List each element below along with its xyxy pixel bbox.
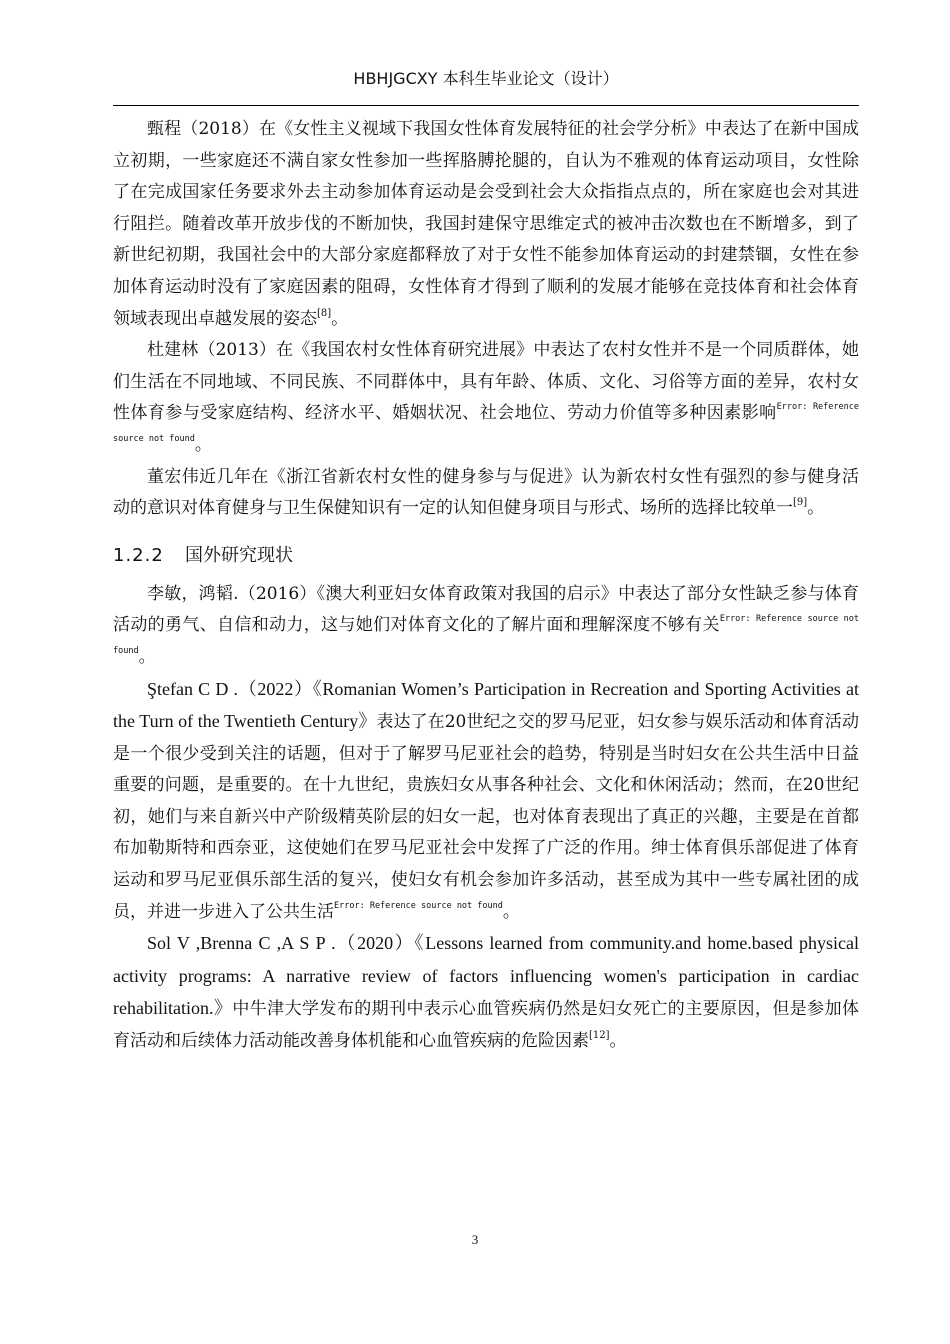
paragraph-text: 表达了在20世纪之交的罗马尼亚，妇女参与娱乐活动和体育活动是一个很少受到关注的话题，但对于了解罗马尼亚社会的趋势，特别是当时妇女在公共生活中日益重要的问题，是重要的。在十九世纪，贵族妇女从事各种社会、文化和休闲活动；然而，在20世纪初，她们与来自新兴中产阶级精英阶层的妇女一起，也对体育表现出了真正的兴趣，主要是在首都布加勒斯特和西奈亚，这使她们在罗马尼亚社会中发挥了广泛的作用。绅士体育俱乐部促进了体育运动和罗马尼亚俱乐部生活的复兴，使妇女有机会参加许多活动，甚至成为其中一些专属社团的成员，并进一步进入了公共生活 (113, 712, 859, 922)
paragraph-text: 董宏伟近几年在《浙江省新农村女性的健身参与与促进》认为新农村女性有强烈的参与健身活动的意识对体育健身与卫生保健知识有一定的认知但健身项目与形式、场所的选择比较单一 (113, 466, 859, 519)
section-title: 国外研究现状 (185, 544, 293, 566)
paragraph-2 (113, 335, 859, 461)
paragraph-end: 。 (331, 308, 349, 329)
citation: [8] (317, 307, 332, 319)
paragraph-3 (113, 462, 859, 525)
header-rule (113, 105, 859, 106)
paragraph-6 (113, 928, 859, 1057)
citation-error: Error: Reference source not found (334, 900, 503, 911)
paragraph-end: 。 (138, 646, 156, 667)
paragraph-end: 。 (807, 498, 825, 519)
citation-error: Error: Reference source not found (113, 402, 859, 444)
paragraph-text: 李敏，鸿韬.（2016）《澳大利亚妇女体育政策对我国的启示》中表达了部分女性缺乏参与体育活动的勇气、自信和动力，这与她们对体育文化的了解片面和理解深度不够有关 (113, 583, 859, 636)
reference-lead: Sol V ,Brenna C ,A S P .（2020）《Lessons learned from community.and home.based physical activity programs: A narrative review of factors influencing women's participation in cardiac rehabilitation.》 (113, 933, 859, 1019)
paragraph-text: 中牛津大学发布的期刊中表示心血管疾病仍然是妇女死亡的主要原因，但是参加体育活动和后续体力活动能改善身体机能和心血管疾病的危险因素 (113, 999, 860, 1052)
paragraph-4 (113, 579, 859, 674)
paragraph-1 (113, 114, 859, 335)
page-number: 3 (471, 1232, 479, 1247)
section-heading (113, 543, 859, 569)
paragraph-end: 。 (609, 1031, 627, 1052)
reference-lead: Ştefan C D .（2022）《Romanian Women’s Participation in Recreation and Sporting Activities at the Turn of the Twentieth Century》 (113, 678, 859, 732)
citation: [12] (589, 1030, 610, 1042)
page-header: HBHJGCXY 本科生毕业论文（设计） (353, 69, 619, 88)
citation: [9] (793, 497, 808, 509)
paragraph-end: 。 (194, 434, 212, 455)
paragraph-end: 。 (502, 901, 520, 922)
document-body (113, 114, 859, 1058)
section-number: 1.2.2 (113, 544, 164, 566)
citation-error: Error: Reference source not found (113, 614, 860, 656)
paragraph-text: 杜建林（2013）在《我国农村女性体育研究进展》中表达了农村女性并不是一个同质群体，她们生活在不同地域、不同民族、不同群体中，具有年龄、体质、文化、习俗等方面的差异，农村女性体育参与受家庭结构、经济水平、婚姻状况、社会地位、劳动力价值等多种因素影响 (113, 340, 859, 424)
paragraph-text: 甄程（2018）在《女性主义视域下我国女性体育发展特征的社会学分析》中表达了在新中国成立初期，一些家庭还不满自家女性参加一些挥胳膊抡腿的，自认为不雅观的体育运动项目，女性除了在完成国家任务要求外去主动参加体育运动是会受到社会大众指指点点的，所在家庭也会对其进行阻拦。随着改革开放步伐的不断加快，我国封建保守思维定式的被冲击次数也在不断增多，到了新世纪初期，我国社会中的大部分家庭都释放了对于女性不能参加体育运动的封建禁锢，女性在参加体育运动时没有了家庭因素的阻碍，女性体育才得到了顺利的发展才能够在竞技体育和社会体育领域表现出卓越发展的姿态 (113, 119, 859, 329)
paragraph-5 (113, 674, 859, 929)
